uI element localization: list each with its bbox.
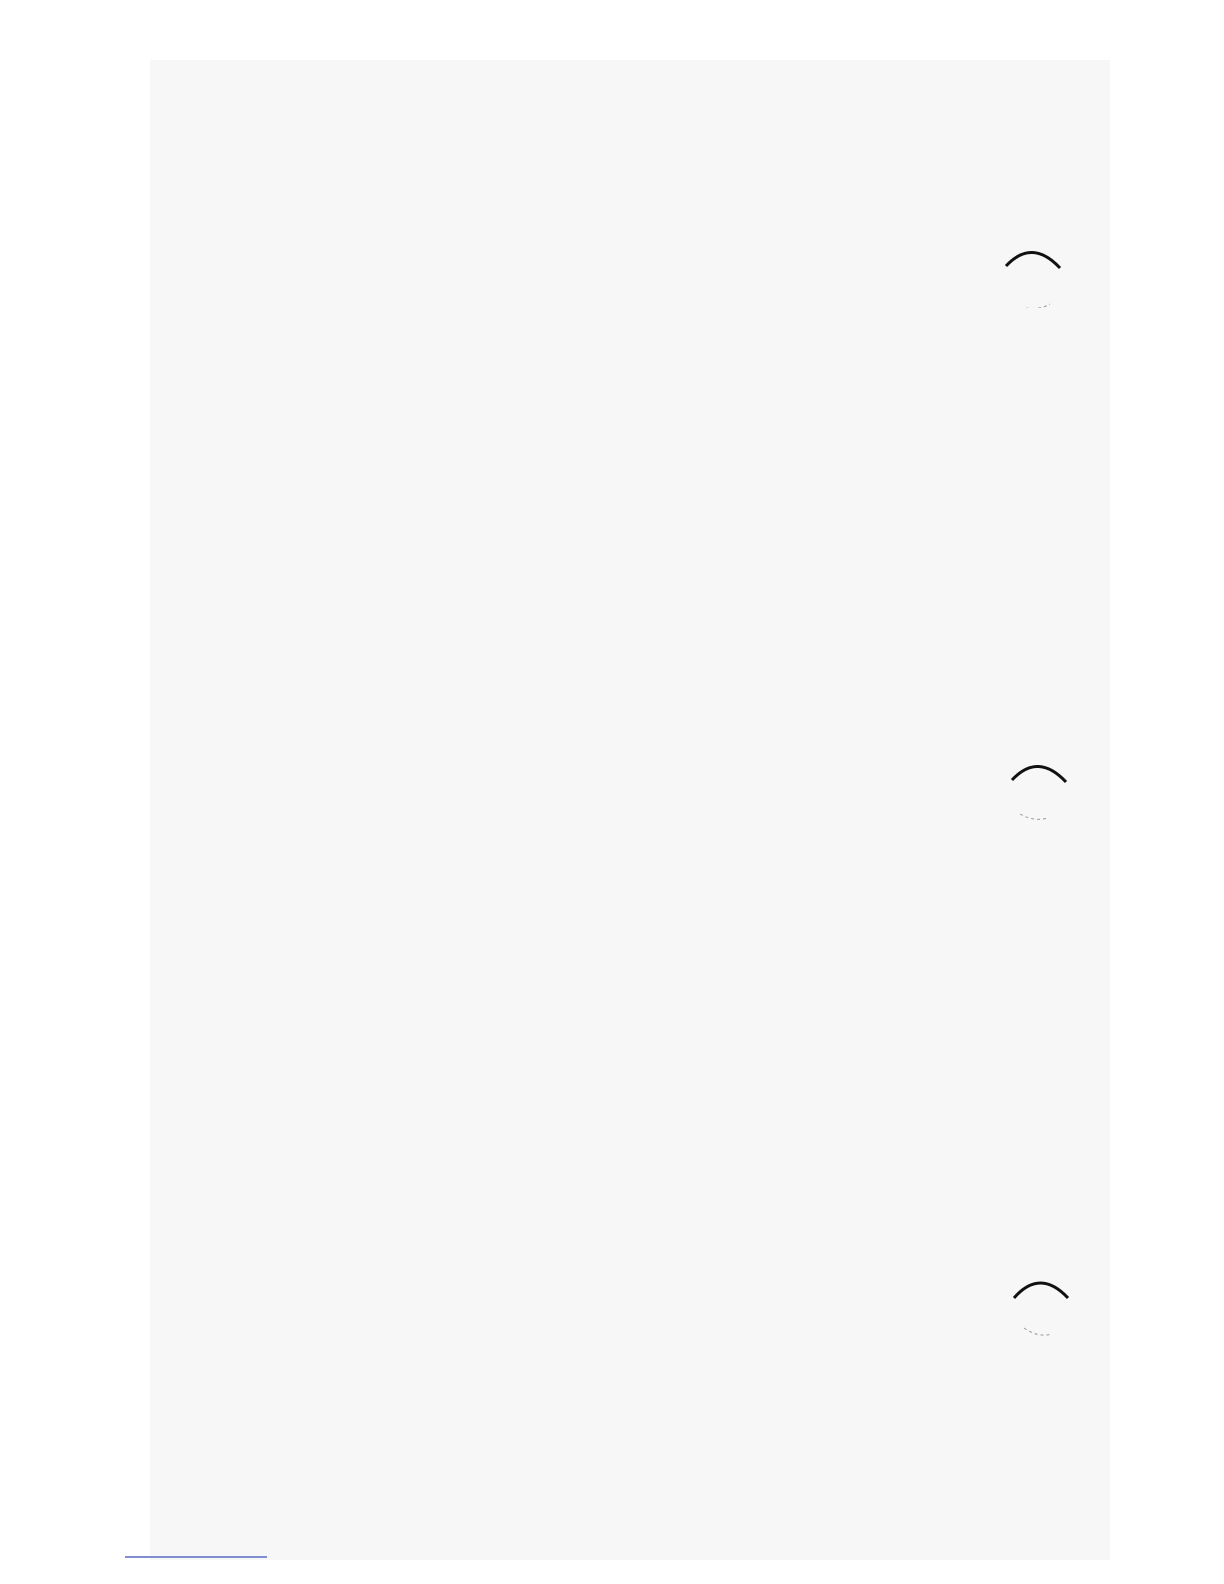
bottom-rule <box>125 1556 267 1558</box>
binder-hole-icon <box>1006 752 1070 822</box>
binder-hole-icon <box>1000 238 1064 308</box>
binder-hole-icon <box>1010 1268 1074 1338</box>
page-background <box>150 60 1110 1560</box>
